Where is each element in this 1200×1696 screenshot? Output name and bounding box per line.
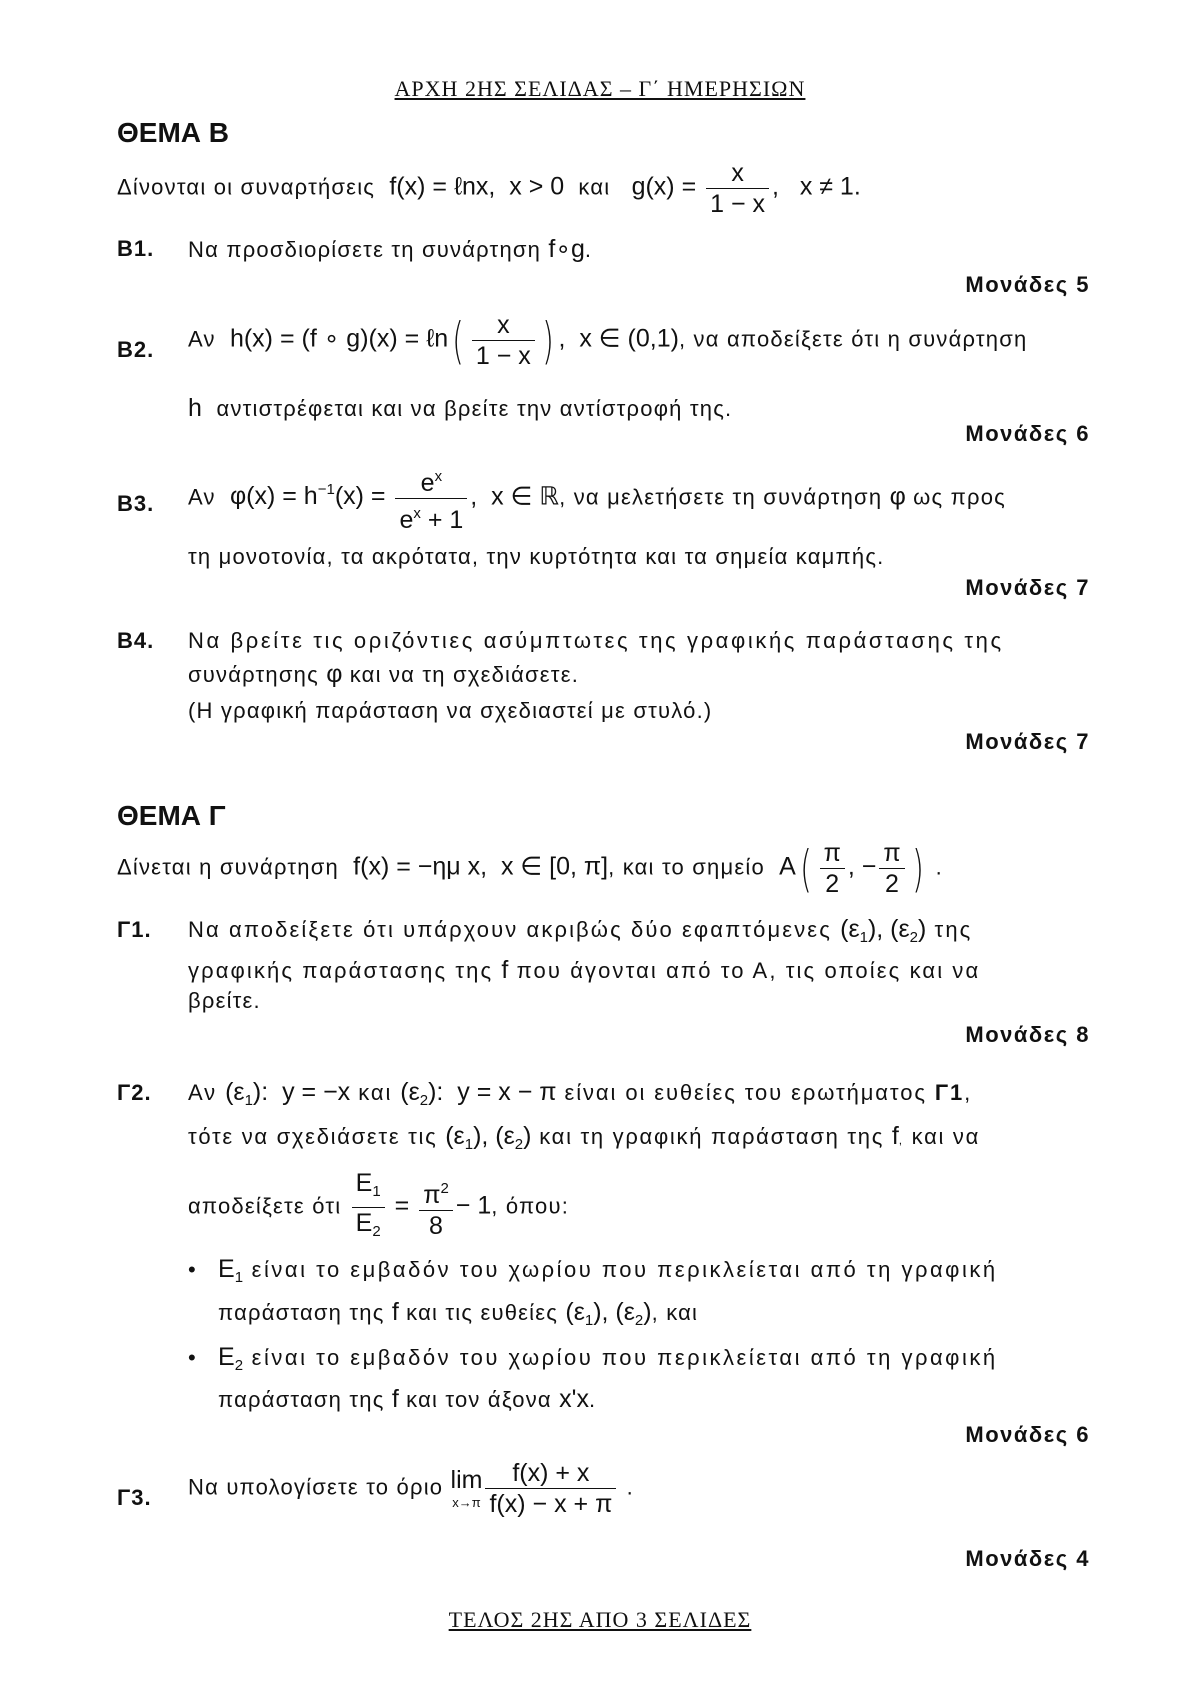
b1-marks: Μονάδες 5 <box>965 272 1090 297</box>
theme-c-intro: Δίνεται η συνάρτηση f(x) = −ημ x, x ∈ [0, π], και το σημείο A( $\frac{\pi}{2}$ , − $\frac{\pi}{2}$ ) . <box>117 839 943 898</box>
g1-marks: Μονάδες 8 <box>965 1022 1090 1047</box>
g2-bullet-2b: παράσταση της f και τον άξονα x'x. <box>218 1385 597 1413</box>
g3-label: Γ3. <box>117 1485 152 1510</box>
g2-text-1: Αν $(\varepsilon_1)$: y = −x και $(\varepsilon_2)$: y = x − π είναι οι ευθείες του ερωτήματος Γ1, <box>188 1078 973 1109</box>
b4-marks: Μονάδες 7 <box>965 729 1090 754</box>
g2-bullet-2a: $E_2$ είναι το εμβαδόν του χωρίου που περικλείεται από τη γραφική <box>218 1343 998 1374</box>
g2-text-2: τότε να σχεδιάσετε τις $(\varepsilon_1)$, $(\varepsilon_2)$ και τη γραφική παράσταση της f, και να <box>188 1122 981 1153</box>
b2-marks: Μονάδες 6 <box>965 421 1090 446</box>
g2-bullet-1a: $E_1$ είναι το εμβαδόν του χωρίου που περικλείεται από τη γραφική <box>218 1255 998 1286</box>
g1-label: Γ1. <box>117 917 152 942</box>
page-header: ΑΡΧΗ 2ΗΣ ΣΕΛΙΔΑΣ – Γ΄ ΗΜΕΡΗΣΙΩΝ <box>394 76 806 101</box>
page-footer: ΤΕΛΟΣ 2ΗΣ ΑΠΟ 3 ΣΕΛΙΔΕΣ <box>448 1607 752 1632</box>
bullet-2: • <box>188 1345 196 1370</box>
b3-text: Αν $\varphi(x) = h^{-1}(x)$ = $\frac{e^x}{e^x + 1}$ , x ∈ ℝ, να μελετήσετε τη συνάρτηση φ ως προς <box>188 468 1006 534</box>
g1-text-2: γραφικής παράστασης της f που άγονται από το Α, τις οποίες και να <box>188 956 981 984</box>
b3-text-2: τη μονοτονία, τα ακρότατα, την κυρτότητα και τα σημεία καμπής. <box>188 544 885 569</box>
g2-label: Γ2. <box>117 1080 152 1105</box>
g2-text-3: αποδείξετε ότι $\frac{E_1}{E_2}$ = $\frac{\pi^2}{8}$ − 1, όπου: <box>188 1168 569 1247</box>
g1-text-3: βρείτε. <box>188 988 261 1013</box>
bullet-1: • <box>188 1257 196 1282</box>
b2-label: Β2. <box>117 337 155 362</box>
theme-b-intro: Δίνονται οι συναρτήσεις f(x) = ℓnx, x > 0 και g(x) = $\frac{x}{1 - x}$ , x ≠ 1. <box>117 159 861 218</box>
g2-marks: Μονάδες 6 <box>965 1422 1090 1447</box>
b1-label: Β1. <box>117 236 155 261</box>
b2-text: Αν h(x) = (f ∘ g)(x) = ℓn( $\frac{x}{1 - x}$ ) , x ∈ (0,1), να αποδείξετε ότι η συνάρτηση <box>188 311 1028 370</box>
b4-text-1: Να βρείτε τις οριζόντιες ασύμπτωτες της γραφικής παράστασης της <box>188 628 1004 653</box>
b3-marks: Μονάδες 7 <box>965 575 1090 600</box>
b2-text-2: h αντιστρέφεται και να βρείτε την αντίστροφή της. <box>188 394 733 422</box>
b3-label: Β3. <box>117 491 155 516</box>
theme-b-title: ΘΕΜΑ Β <box>117 117 229 148</box>
g3-text: Να υπολογίσετε το όριο lim x→π $\frac{f(x) + x}{f(x) - x + \pi}$ . <box>188 1459 634 1518</box>
b4-text-3: (Η γραφική παράσταση να σχεδιαστεί με στυλό.) <box>188 698 713 723</box>
g2-bullet-1b: παράσταση της f και τις ευθείες $(\varepsilon_1)$, $(\varepsilon_2)$, και <box>218 1298 699 1329</box>
theme-c-title: ΘΕΜΑ Γ <box>117 800 226 831</box>
b1-text: Να προσδιορίσετε τη συνάρτηση f∘g. <box>188 235 593 263</box>
b4-text-2: συνάρτησης φ και να τη σχεδιάσετε. <box>188 660 580 688</box>
b4-label: Β4. <box>117 628 155 653</box>
g1-text-1: Να αποδείξετε ότι υπάρχουν ακριβώς δύο εφαπτόμενες $(\varepsilon_1)$, $(\varepsilon_2)$ της <box>188 915 973 946</box>
g3-marks: Μονάδες 4 <box>965 1546 1090 1571</box>
